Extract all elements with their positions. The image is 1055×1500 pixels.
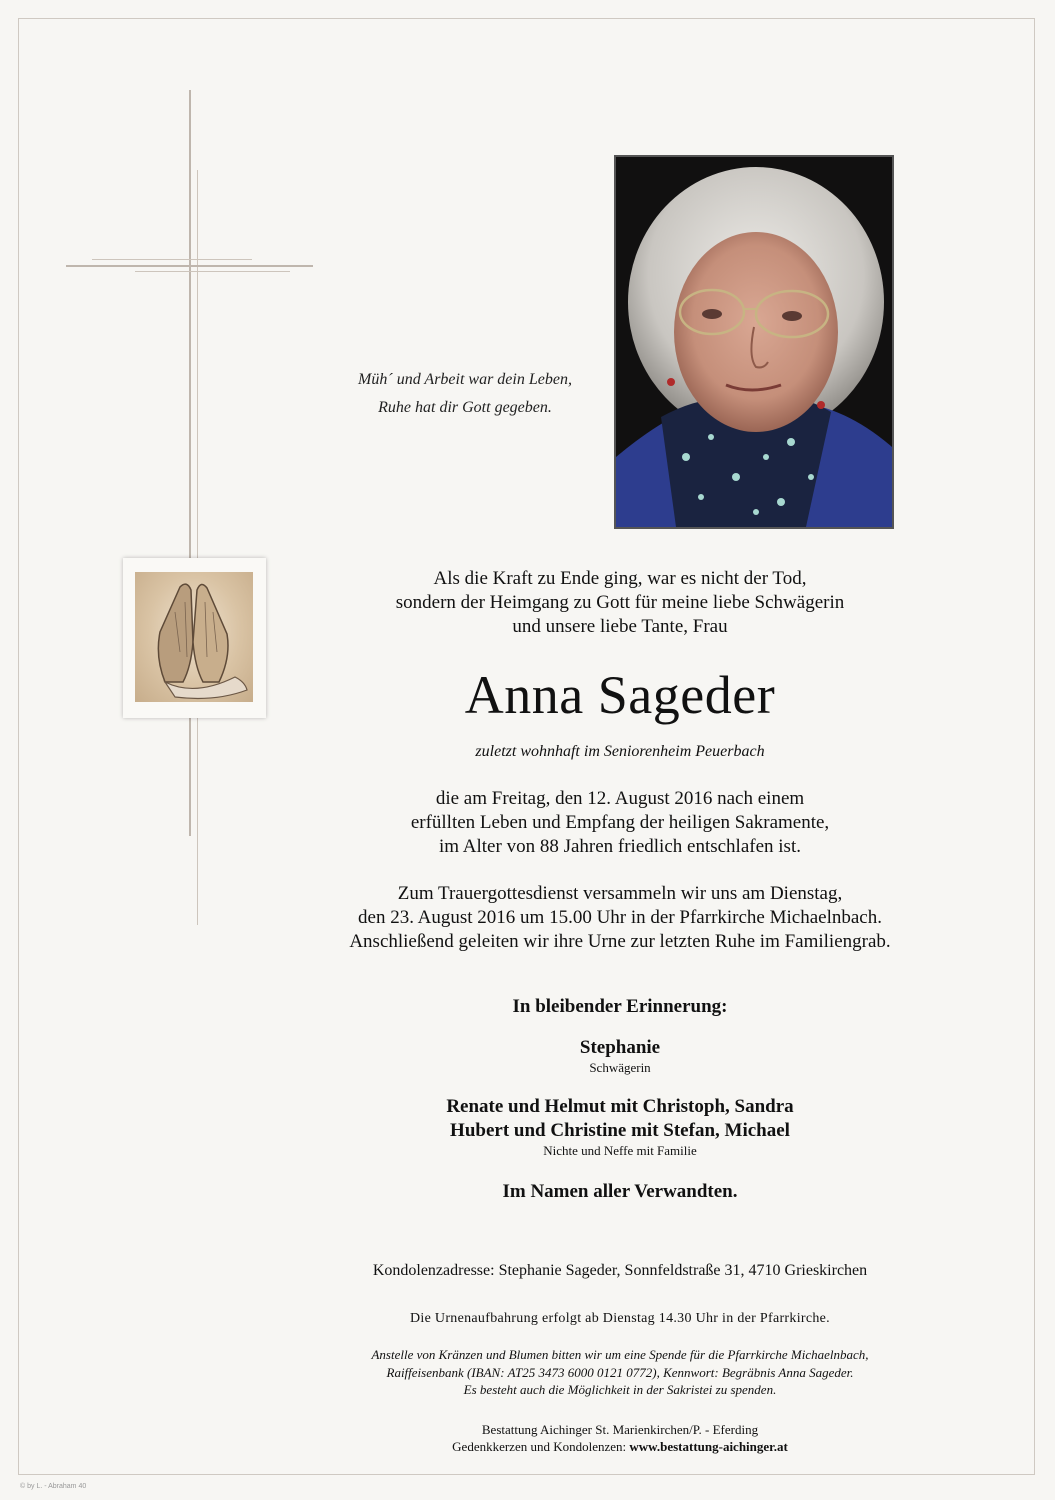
motto-line: Ruhe hat dir Gott gegeben. — [378, 399, 552, 416]
service-line: Anschließend geleiten wir ihre Urne zur letzten Ruhe im Familiengrab. — [349, 931, 891, 952]
donation-line: Anstelle von Kränzen und Blumen bitten wir um eine Spende für die Pfarrkirche Michaelnbach, — [371, 1347, 869, 1362]
mourner-family-line: Hubert und Christine mit Stefan, Michael — [450, 1120, 790, 1141]
portrait-photo — [614, 155, 894, 529]
intro-line: und unsere liebe Tante, Frau — [512, 616, 728, 637]
death-line: im Alter von 88 Jahren friedlich entschlafen ist. — [439, 836, 801, 857]
copyright-note: © by L. - Abraham 40 — [20, 1483, 87, 1490]
service-line: Zum Trauergottesdienst versammeln wir uns am Dienstag, — [397, 883, 843, 904]
praying-hands-card — [123, 558, 266, 718]
death-text — [300, 787, 940, 859]
mourner-stephanie — [300, 1036, 940, 1076]
mourner-family-relation: Nichte und Neffe mit Familie — [543, 1143, 697, 1158]
service-text — [300, 882, 940, 954]
death-line: die am Freitag, den 12. August 2016 nach einem — [435, 788, 805, 809]
mourner-family-line: Renate und Helmut mit Christoph, Sandra — [446, 1096, 794, 1117]
mourners-heading: In bleibender Erinnerung: — [512, 996, 728, 1017]
praying-hands-image — [135, 572, 253, 702]
undertaker-name: Bestattung Aichinger St. Marienkirchen/P. - Eferding — [481, 1422, 759, 1437]
death-line: erfüllten Leben und Empfang der heiligen Sakramente, — [410, 812, 830, 833]
motto — [300, 366, 630, 422]
candles-line — [300, 1438, 940, 1455]
candles-label: Gedenkkerzen und Kondolenzen: — [452, 1439, 630, 1454]
website-link[interactable]: www.bestattung-aichinger.at — [629, 1439, 788, 1454]
condolence-address: Kondolenzadresse: Stephanie Sageder, Sonnfeldstraße 31, 4710 Grieskirchen — [372, 1262, 868, 1279]
undertaker-info — [300, 1421, 940, 1455]
mourner-family — [300, 1095, 940, 1159]
intro-line: sondern der Heimgang zu Gott für meine liebe Schwägerin — [395, 592, 845, 613]
intro-text — [300, 567, 940, 639]
donation-line: Es besteht auch die Möglichkeit in der Sakristei zu spenden. — [463, 1382, 777, 1397]
donation-line: Raiffeisenbank (IBAN: AT25 3473 6000 0121 0772), Kennwort: Begräbnis Anna Sageder. — [386, 1364, 854, 1380]
mourners-closing: Im Namen aller Verwandten. — [502, 1181, 738, 1202]
service-line: den 23. August 2016 um 15.00 Uhr in der Pfarrkirche Michaelnbach. — [358, 907, 882, 928]
urn-viewing-note: Die Urnenaufbahrung erfolgt ab Dienstag 14.30 Uhr in der Pfarrkirche. — [410, 1311, 830, 1326]
donation-note — [300, 1346, 940, 1399]
portrait-image — [616, 157, 892, 527]
mourner-name: Stephanie — [579, 1037, 661, 1058]
intro-line: Als die Kraft zu Ende ging, war es nicht der Tod, — [433, 568, 807, 589]
deceased-name: Anna Sageder — [464, 665, 776, 725]
praying-hands-icon — [135, 572, 253, 702]
mourner-relation: Schwägerin — [589, 1060, 651, 1075]
deceased-residence: zuletzt wohnhaft im Seniorenheim Peuerbach — [475, 743, 765, 760]
motto-line: Müh´ und Arbeit war dein Leben, — [358, 371, 572, 388]
